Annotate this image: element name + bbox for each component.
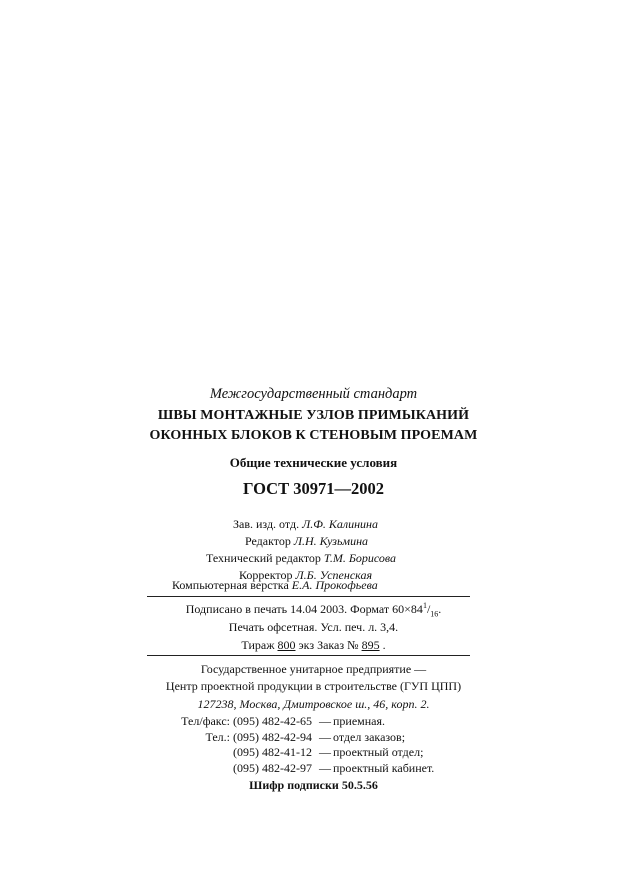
divider-rule — [147, 655, 470, 656]
order-label: Заказ № — [317, 638, 359, 652]
credit-name: Л.Ф. Калинина — [302, 517, 378, 531]
organization-name-line-2: Центр проектной продукции в строительстве (ГУП ЦПП) — [165, 679, 462, 693]
title-line-1: ШВЫ МОНТАЖНЫЕ УЗЛОВ ПРИМЫКАНИЙ — [157, 408, 470, 423]
contact-phone: (095) 482-42-94 — [233, 729, 312, 744]
contact-dash: — — [319, 729, 331, 744]
contact-dash: — — [319, 760, 331, 775]
contact-desc: отдел заказов; — [333, 729, 406, 744]
contact-label: Тел.: — [205, 729, 230, 744]
organization-address: 127238, Москва, Дмитровское ш., 46, корп. 2. — [197, 697, 430, 711]
contact-desc: проектный отдел; — [333, 745, 424, 759]
credit-role: Корректор — [239, 568, 293, 582]
subtitle: Общие технические условия — [229, 455, 398, 470]
contact-row — [161, 761, 434, 777]
credit-role: Компьютерная верстка — [172, 578, 289, 592]
contacts-block — [161, 714, 434, 776]
credit-row — [233, 516, 378, 533]
print-signed-text: Подписано в печать 14.04 2003. Формат 60×84 — [185, 602, 423, 616]
contact-row — [161, 730, 434, 746]
run-value: 800 — [277, 638, 296, 652]
credit-name: Т.М. Борисова — [323, 551, 397, 565]
contact-dash: — — [319, 714, 331, 728]
divider-rule — [147, 596, 470, 597]
contact-phone: (095) 482-41-12 — [233, 745, 312, 759]
print-run-line — [0, 638, 627, 653]
credit-name: Е.А. Прокофьева — [291, 578, 378, 592]
credit-name: Л.Б. Успенская — [295, 568, 373, 582]
contact-label — [161, 745, 233, 761]
contact-row — [161, 745, 434, 761]
organization-name-line-1: Государственное унитарное предприятие — — [200, 662, 427, 676]
contact-dash: — — [319, 745, 331, 759]
credit-role: Редактор — [245, 534, 291, 548]
contact-desc: приемная. — [333, 714, 386, 728]
standard-type: Межгосударственный стандарт — [209, 386, 418, 402]
credit-role: Зав. изд. отд. — [233, 517, 300, 531]
format-end: . — [438, 602, 442, 616]
contact-label — [161, 761, 233, 777]
credit-row — [206, 550, 396, 567]
copies-label: экз — [298, 638, 315, 652]
contact-phone: (095) 482-42-65 — [233, 714, 312, 728]
print-type-line: Печать офсетная. Усл. печ. л. 3,4. — [228, 620, 399, 634]
format-superscript: 1 — [422, 601, 427, 610]
document-number: ГОСТ 30971—2002 — [243, 479, 384, 498]
run-label: Тираж — [241, 638, 275, 652]
credit-name: Л.Н. Кузьмина — [293, 534, 369, 548]
credit-row — [245, 533, 368, 550]
run-end: . — [382, 638, 386, 652]
contact-row — [161, 714, 434, 730]
title-line-2: ОКОННЫХ БЛОКОВ К СТЕНОВЫМ ПРОЕМАМ — [149, 428, 478, 443]
format-subscript: 16 — [430, 609, 439, 619]
contact-phone: (095) 482-42-97 — [233, 760, 312, 775]
contact-label: Тел/факс: — [181, 714, 230, 728]
order-value: 895 — [361, 638, 380, 652]
credit-role: Технический редактор — [206, 551, 321, 565]
credit-row — [172, 577, 378, 594]
print-signed-line: Подписано в печать 14.04 2003. Формат $60\times 84^1/_{16}$. — [185, 601, 442, 619]
contact-desc: проектный кабинет. — [333, 760, 435, 775]
subscription-code: Шифр подписки 50.5.56 — [249, 778, 378, 792]
